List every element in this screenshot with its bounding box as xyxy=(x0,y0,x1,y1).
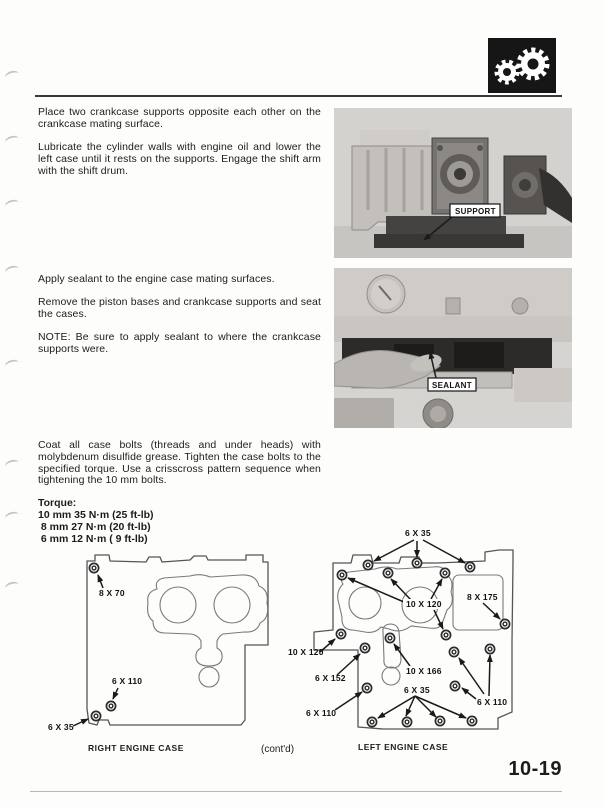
bolt-marker xyxy=(362,683,371,692)
bolt-pointer-arrow xyxy=(394,644,410,666)
bolt-pointer-arrow xyxy=(489,655,490,696)
bolt-pointer-arrow xyxy=(374,540,414,561)
bolt-marker xyxy=(336,629,345,638)
bolt-marker xyxy=(363,560,372,569)
bolt-marker xyxy=(440,568,449,577)
bolt-label-10x120-mid: 10 X 120 xyxy=(406,599,442,609)
bolt-marker xyxy=(360,643,369,652)
bolt-pointer-arrow xyxy=(434,610,443,629)
page-number: 10-19 xyxy=(508,758,562,780)
bolt-pointer-arrow xyxy=(431,579,442,599)
case-outline xyxy=(87,555,268,725)
bolt-pointer-arrow xyxy=(462,688,476,699)
case-opening xyxy=(199,667,219,687)
photo-support-block xyxy=(386,216,506,234)
bolt-marker xyxy=(412,558,421,567)
sealant-label xyxy=(428,378,476,391)
bolt-label-6x35: 6 X 35 xyxy=(48,722,74,732)
bolt-label-10x166: 10 X 166 xyxy=(406,666,442,676)
torque-spec-line: 8 mm 27 N·m (20 ft-lb) xyxy=(38,521,151,533)
bolt-pointer-arrow xyxy=(98,575,103,588)
bolt-marker xyxy=(467,716,476,725)
instruction-paragraph: Lubricate the cylinder walls with engine oil and lower the left case until it rests on the supports. Engage the shift arm with the shift drum. xyxy=(38,141,321,177)
bolt-marker xyxy=(91,711,100,720)
bolt-label-8x70: 8 X 70 xyxy=(99,588,125,598)
cylinder-bore xyxy=(214,587,250,623)
bolt-label-6x110-right: 6 X 110 xyxy=(477,697,508,707)
case-cavity xyxy=(453,575,503,630)
bolt-marker xyxy=(385,633,394,642)
photo-applying-sealant xyxy=(334,268,572,428)
case-opening xyxy=(382,667,400,685)
support-label-text: SUPPORT xyxy=(455,207,496,216)
bolt-marker xyxy=(450,681,459,690)
cylinder-bore xyxy=(349,587,381,619)
gasket-outline xyxy=(148,575,268,666)
bolt-pointer-arrow xyxy=(415,696,436,717)
bolt-marker xyxy=(402,717,411,726)
binder-mark xyxy=(4,510,20,522)
gears-icon xyxy=(488,38,556,93)
instruction-paragraph: Place two crankcase supports opposite each other on the crankcase mating surface. xyxy=(38,106,321,130)
bolt-marker xyxy=(441,630,450,639)
left-engine-case-diagram xyxy=(287,522,575,744)
binder-mark xyxy=(4,358,20,370)
bolt-label-10x120-tab: 10 X 120 xyxy=(288,647,324,657)
bolt-label-8x175: 8 X 175 xyxy=(467,592,498,602)
header-rule xyxy=(35,95,562,97)
sealant-label-text: SEALANT xyxy=(432,381,472,390)
bolt-label-6x35-bottom: 6 X 35 xyxy=(404,685,430,695)
binder-mark xyxy=(4,69,20,81)
large-gear-icon xyxy=(520,51,547,78)
bolt-pointer-arrow xyxy=(337,654,360,675)
bolt-marker xyxy=(383,568,392,577)
bolt-marker xyxy=(337,570,346,579)
small-gear-icon xyxy=(497,62,517,82)
bolt-marker xyxy=(500,619,509,628)
bolt-pointer-arrow xyxy=(423,540,465,563)
binder-mark xyxy=(4,198,20,210)
right-engine-case-diagram xyxy=(42,549,284,745)
bolt-pointer-arrow xyxy=(73,719,88,726)
torque-spec-line: 6 mm 12 N·m ( 9 ft-lb) xyxy=(38,533,148,545)
photo-crankcase-on-supports xyxy=(334,108,572,258)
bolt-marker xyxy=(485,644,494,653)
continued-note: (cont'd) xyxy=(261,744,295,755)
binder-mark xyxy=(4,458,20,470)
bolt-pointer-arrow xyxy=(415,696,466,718)
support-label xyxy=(450,204,500,217)
torque-heading: Torque: xyxy=(38,497,77,509)
binder-mark xyxy=(4,134,20,146)
right-case-caption: RIGHT ENGINE CASE xyxy=(88,743,184,753)
note-paragraph: NOTE: Be sure to apply sealant to where the crankcase supports were. xyxy=(38,331,321,355)
instruction-paragraph: Apply sealant to the engine case mating surfaces. xyxy=(38,273,275,285)
bolt-label-6x152: 6 X 152 xyxy=(315,673,346,683)
instruction-paragraph: Coat all case bolts (threads and under heads) with molybdenum disulfide grease. Tighten the case bolts to the specified torque. Use a crisscross pattern sequence when tightening the 10 mm bolts. xyxy=(38,439,321,487)
bolt-pointer-arrow xyxy=(483,603,500,619)
cylinder-bore xyxy=(160,587,196,623)
binder-mark xyxy=(4,580,20,592)
bolt-marker xyxy=(465,562,474,571)
torque-spec-line: 10 mm 35 N·m (25 ft-lb) xyxy=(38,509,154,521)
bolt-marker xyxy=(449,647,458,656)
left-case-caption: LEFT ENGINE CASE xyxy=(358,742,449,752)
binder-mark xyxy=(4,264,20,276)
instruction-paragraph: Remove the piston bases and crankcase supports and seat the cases. xyxy=(38,296,321,320)
footer-rule xyxy=(30,791,562,792)
bolt-marker xyxy=(106,701,115,710)
torque-spec-block xyxy=(38,497,154,545)
bolt-pointer-arrow xyxy=(391,579,411,600)
bolt-label-6x110: 6 X 110 xyxy=(112,676,143,686)
bolt-label-6x110-left: 6 X 110 xyxy=(306,708,337,718)
bolt-pointer-arrow xyxy=(113,688,118,699)
bolt-label-6x35-top: 6 X 35 xyxy=(405,528,431,538)
bolt-marker xyxy=(435,716,444,725)
bolt-marker xyxy=(89,563,98,572)
bolt-marker xyxy=(367,717,376,726)
